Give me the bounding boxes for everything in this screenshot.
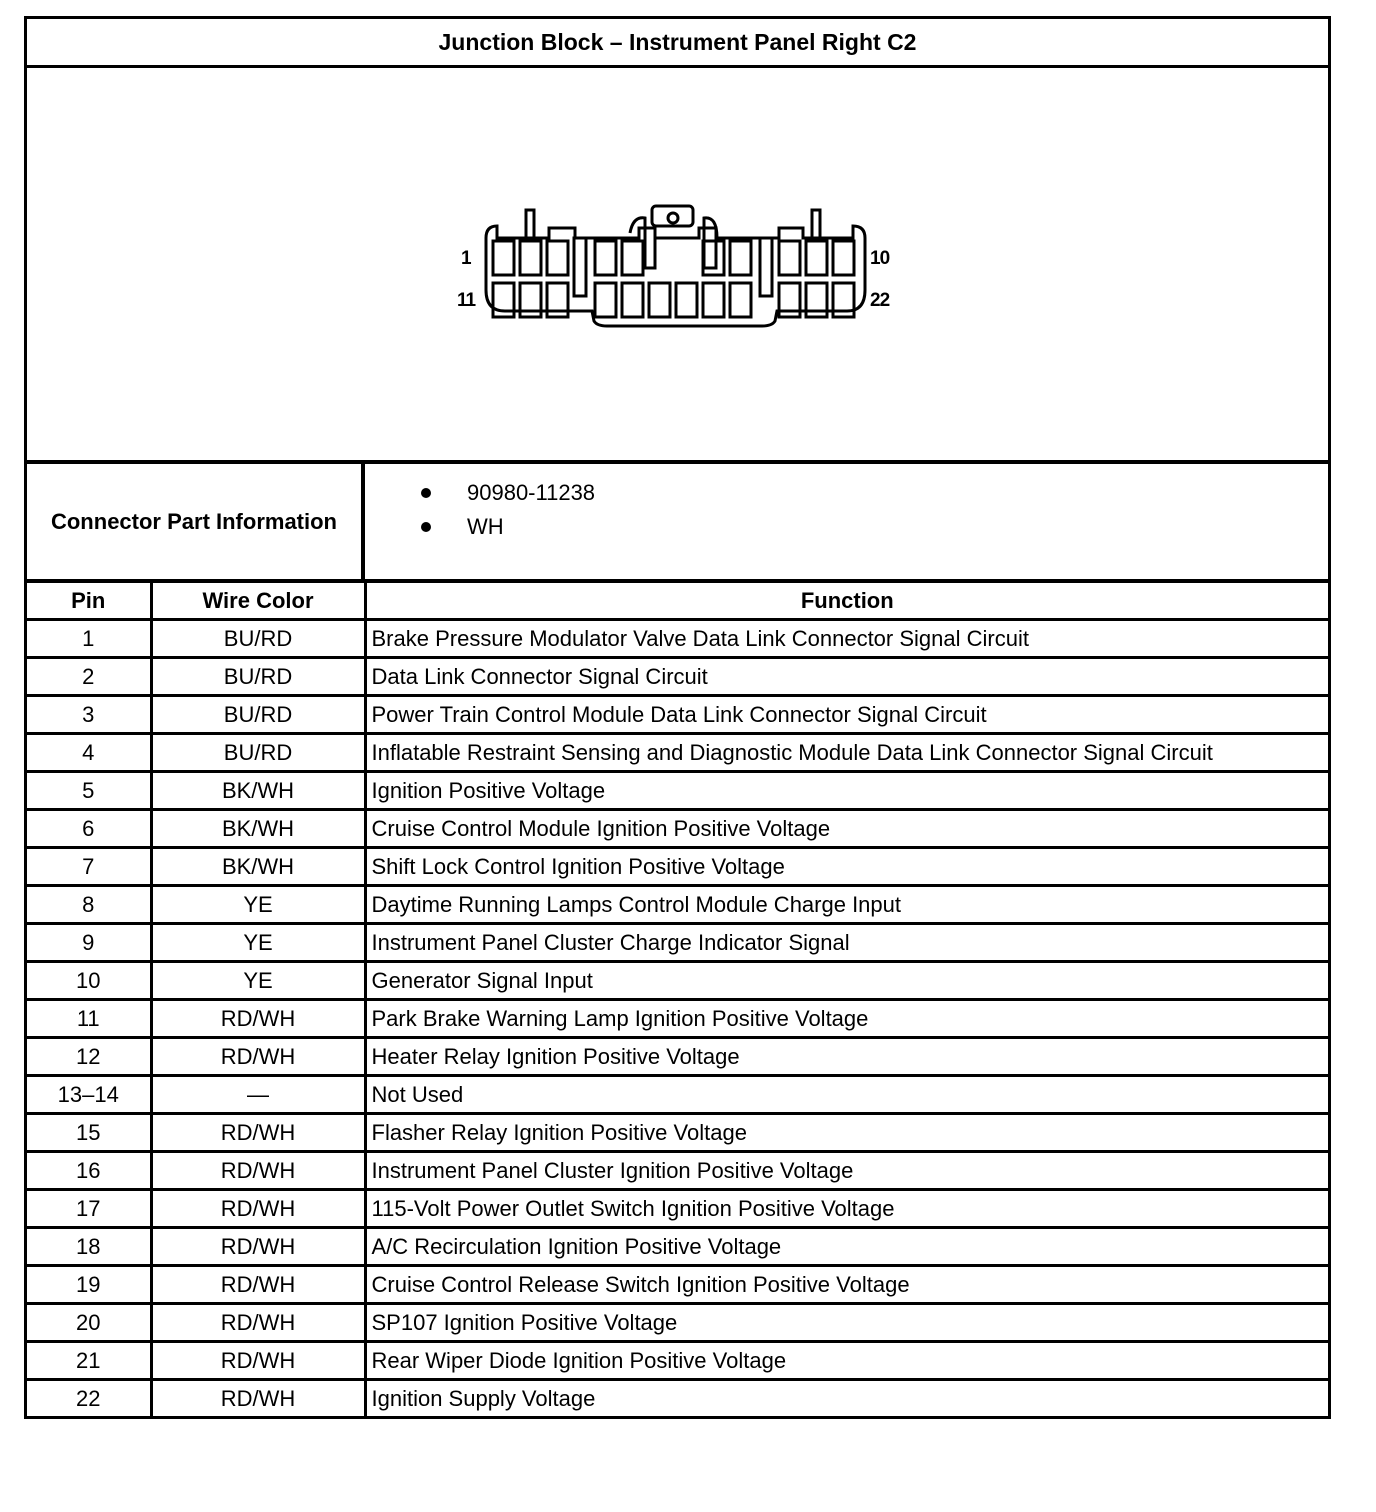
function-cell: Instrument Panel Cluster Charge Indicator Signal xyxy=(365,924,1328,962)
pin-cell: 18 xyxy=(27,1228,151,1266)
table-row xyxy=(27,1190,1328,1228)
table-row xyxy=(27,696,1328,734)
function-cell: Power Train Control Module Data Link Connector Signal Circuit xyxy=(365,696,1328,734)
table-row xyxy=(27,1076,1328,1114)
pin-cell: 19 xyxy=(27,1266,151,1304)
function-cell: Inflatable Restraint Sensing and Diagnostic Module Data Link Connector Signal Circuit xyxy=(365,734,1328,772)
table-row xyxy=(27,1380,1328,1417)
wire-color-cell: RD/WH xyxy=(151,1114,365,1152)
pin-label-11: 11 xyxy=(457,290,476,311)
wire-color-cell: BU/RD xyxy=(151,734,365,772)
wire-color-cell: BK/WH xyxy=(151,772,365,810)
cpi-item-color xyxy=(365,510,1328,544)
connector-part-information xyxy=(27,464,1328,583)
table-row xyxy=(27,1228,1328,1266)
wire-color-cell: RD/WH xyxy=(151,1152,365,1190)
cpi-item-part-number xyxy=(365,476,1328,510)
pin-cell: 21 xyxy=(27,1342,151,1380)
table-row xyxy=(27,772,1328,810)
table-row xyxy=(27,1000,1328,1038)
pin-cell: 11 xyxy=(27,1000,151,1038)
wire-color-cell: BK/WH xyxy=(151,848,365,886)
wire-color-cell: YE xyxy=(151,924,365,962)
part-number: 90980-11238 xyxy=(467,480,596,505)
function-cell: A/C Recirculation Ignition Positive Voltage xyxy=(365,1228,1328,1266)
table-row xyxy=(27,734,1328,772)
wire-color-cell: RD/WH xyxy=(151,1038,365,1076)
table-row xyxy=(27,886,1328,924)
pin-cell: 17 xyxy=(27,1190,151,1228)
header-function: Function xyxy=(365,583,1328,620)
pin-cell: 1 xyxy=(27,620,151,658)
pinout-table xyxy=(27,583,1328,1416)
wire-color-cell: RD/WH xyxy=(151,1380,365,1417)
pin-cell: 8 xyxy=(27,886,151,924)
wire-color-cell: BU/RD xyxy=(151,658,365,696)
page-title: Junction Block – Instrument Panel Right C2 xyxy=(27,19,1328,68)
pin-cell: 6 xyxy=(27,810,151,848)
function-cell: Not Used xyxy=(365,1076,1328,1114)
table-row xyxy=(27,1342,1328,1380)
function-cell: Shift Lock Control Ignition Positive Voltage xyxy=(365,848,1328,886)
wire-color-cell: BU/RD xyxy=(151,696,365,734)
connector-diagram xyxy=(27,68,1328,464)
pin-cell: 3 xyxy=(27,696,151,734)
wire-color-cell: YE xyxy=(151,962,365,1000)
pin-cell: 5 xyxy=(27,772,151,810)
function-cell: Ignition Positive Voltage xyxy=(365,772,1328,810)
pin-cell: 12 xyxy=(27,1038,151,1076)
wire-color-cell: RD/WH xyxy=(151,1266,365,1304)
wire-color-cell: RD/WH xyxy=(151,1342,365,1380)
bullet-icon xyxy=(421,488,431,498)
function-cell: Flasher Relay Ignition Positive Voltage xyxy=(365,1114,1328,1152)
pin-label-10: 10 xyxy=(870,248,890,269)
cpi-values xyxy=(365,464,1328,579)
bullet-icon xyxy=(421,522,431,532)
pin-cell: 20 xyxy=(27,1304,151,1342)
wire-color-cell: BK/WH xyxy=(151,810,365,848)
function-cell: Instrument Panel Cluster Ignition Positive Voltage xyxy=(365,1152,1328,1190)
table-row xyxy=(27,658,1328,696)
wire-color-cell: YE xyxy=(151,886,365,924)
function-cell: Daytime Running Lamps Control Module Charge Input xyxy=(365,886,1328,924)
connector-face-icon xyxy=(27,68,1328,460)
header-pin: Pin xyxy=(27,583,151,620)
wire-color-cell: RD/WH xyxy=(151,1000,365,1038)
table-header-row xyxy=(27,583,1328,620)
wire-color-cell: RD/WH xyxy=(151,1304,365,1342)
table-row xyxy=(27,1038,1328,1076)
wire-color-cell: BU/RD xyxy=(151,620,365,658)
wire-color-cell: RD/WH xyxy=(151,1228,365,1266)
function-cell: Ignition Supply Voltage xyxy=(365,1380,1328,1417)
function-cell: SP107 Ignition Positive Voltage xyxy=(365,1304,1328,1342)
pin-cell: 16 xyxy=(27,1152,151,1190)
table-row xyxy=(27,1266,1328,1304)
table-row xyxy=(27,1114,1328,1152)
connector-color: WH xyxy=(467,514,504,539)
pin-cell: 10 xyxy=(27,962,151,1000)
pin-cell: 9 xyxy=(27,924,151,962)
function-cell: Heater Relay Ignition Positive Voltage xyxy=(365,1038,1328,1076)
function-cell: Brake Pressure Modulator Valve Data Link Connector Signal Circuit xyxy=(365,620,1328,658)
pin-cell: 7 xyxy=(27,848,151,886)
wire-color-cell: — xyxy=(151,1076,365,1114)
table-row xyxy=(27,810,1328,848)
table-row xyxy=(27,848,1328,886)
pin-label-22: 22 xyxy=(870,290,890,311)
function-cell: Rear Wiper Diode Ignition Positive Voltage xyxy=(365,1342,1328,1380)
pin-cell: 4 xyxy=(27,734,151,772)
pin-cell: 13–14 xyxy=(27,1076,151,1114)
cpi-label: Connector Part Information xyxy=(27,464,365,579)
function-cell: Generator Signal Input xyxy=(365,962,1328,1000)
pin-cell: 2 xyxy=(27,658,151,696)
pin-cell: 22 xyxy=(27,1380,151,1417)
connector-sheet xyxy=(24,16,1331,1419)
table-row xyxy=(27,1304,1328,1342)
function-cell: Park Brake Warning Lamp Ignition Positive Voltage xyxy=(365,1000,1328,1038)
pin-cell: 15 xyxy=(27,1114,151,1152)
function-cell: 115-Volt Power Outlet Switch Ignition Positive Voltage xyxy=(365,1190,1328,1228)
table-row xyxy=(27,962,1328,1000)
function-cell: Data Link Connector Signal Circuit xyxy=(365,658,1328,696)
function-cell: Cruise Control Release Switch Ignition Positive Voltage xyxy=(365,1266,1328,1304)
function-cell: Cruise Control Module Ignition Positive Voltage xyxy=(365,810,1328,848)
table-row xyxy=(27,1152,1328,1190)
table-row xyxy=(27,620,1328,658)
header-wire-color: Wire Color xyxy=(151,583,365,620)
wire-color-cell: RD/WH xyxy=(151,1190,365,1228)
pin-label-1: 1 xyxy=(461,248,471,269)
table-row xyxy=(27,924,1328,962)
